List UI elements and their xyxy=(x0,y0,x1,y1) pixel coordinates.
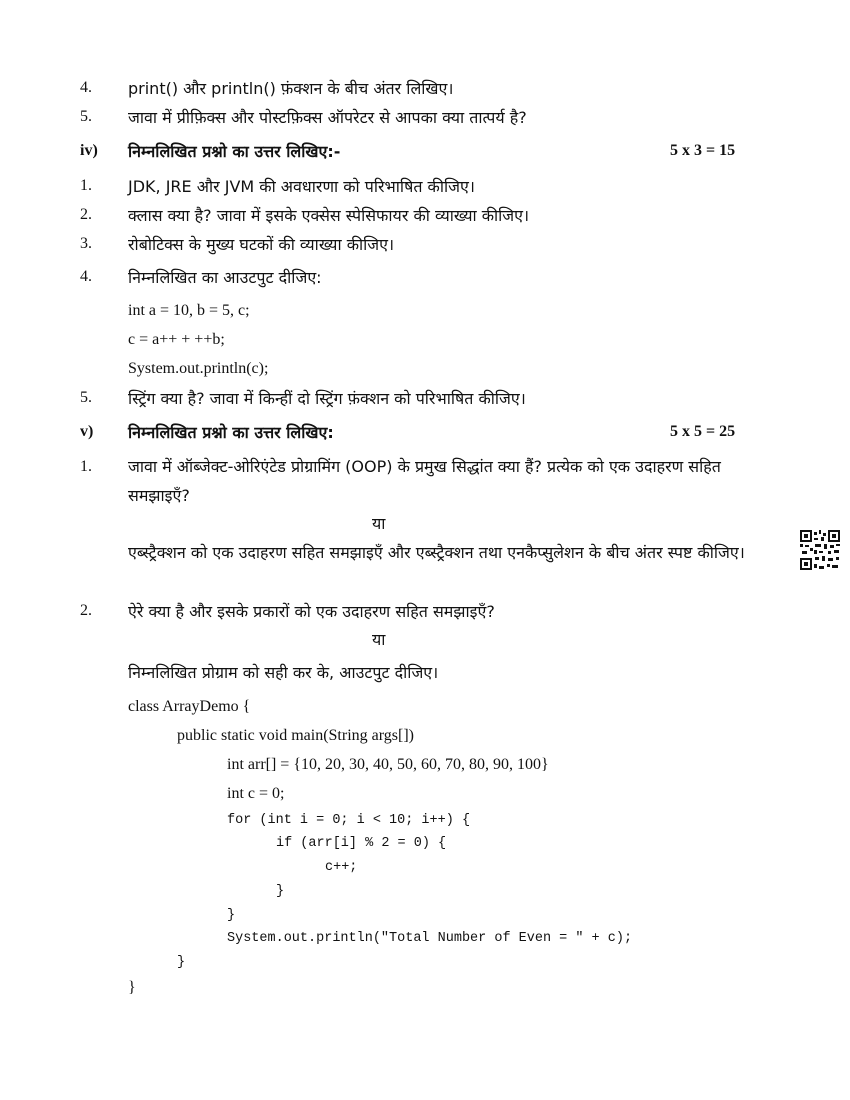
question-number: 3. xyxy=(80,235,92,252)
question-number: 2. xyxy=(80,602,92,619)
code-line: } xyxy=(227,908,236,923)
question-text: JDK, JRE और JVM की अवधारणा को परिभाषित कीजिए। xyxy=(128,177,475,196)
question-text: जावा में ऑब्जेक्ट-ओरिएंटेड प्रोग्रामिंग (OOP) के प्रमुख सिद्धांत क्या हैं? प्रत्येक को एक उदाहरण सहित समझाइएँ? xyxy=(128,457,721,505)
question-text: रोबोटिक्स के मुख्य घटकों की व्याख्या कीजिए। xyxy=(128,235,395,254)
question-text: स्ट्रिंग क्या है? जावा में किन्हीं दो स्ट्रिंग फ़ंक्शन को परिभाषित कीजिए। xyxy=(128,389,526,408)
question-text: क्लास क्या है? जावा में इसके एक्सेस स्पेसिफायर की व्याख्या कीजिए। xyxy=(128,206,530,225)
question-text-alternative: निम्नलिखित प्रोग्राम को सही कर के, आउटपुट दीजिए। xyxy=(128,663,439,682)
code-line: for (int i = 0; i < 10; i++) { xyxy=(227,813,471,828)
question-text: print() और println() फ़ंक्शन के बीच अंतर लिखिए। xyxy=(128,79,454,98)
section-label: iv) xyxy=(80,142,98,159)
code-line: c++; xyxy=(325,860,358,875)
question-number: 2. xyxy=(80,206,92,223)
question-text: निम्नलिखित का आउटपुट दीजिए: xyxy=(128,268,322,287)
code-line: } xyxy=(276,884,285,899)
question-number: 5. xyxy=(80,108,92,125)
section-marks: 5 x 3 = 15 xyxy=(670,142,736,159)
question-text: जावा में प्रीफ़िक्स और पोस्टफ़िक्स ऑपरेटर से आपका क्या तात्पर्य है? xyxy=(128,108,527,127)
question-number: 4. xyxy=(80,268,92,285)
question-number: 1. xyxy=(80,177,92,194)
code-line: int arr[] = {10, 20, 30, 40, 50, 60, 70, 80, 90, 100} xyxy=(227,756,549,773)
code-line: System.out.println(c); xyxy=(128,360,269,377)
code-line: class ArrayDemo { xyxy=(128,698,251,715)
question-text-alternative: एब्स्ट्रैक्शन को एक उदाहरण सहित समझाइएँ और एब्स्ट्रैक्शन तथा एनकैप्सुलेशन के बीच अंतर स्पष्ट कीजिए। xyxy=(128,543,745,562)
section-title: निम्नलिखित प्रश्नो का उत्तर लिखिए: xyxy=(128,423,334,442)
section-label: v) xyxy=(80,423,94,440)
question-text: ऐरे क्या है और इसके प्रकारों को एक उदाहरण सहित समझाइएँ? xyxy=(128,602,495,621)
code-line: } xyxy=(177,955,186,970)
code-line: System.out.println("Total Number of Even = " + c); xyxy=(227,931,633,946)
question-number: 4. xyxy=(80,79,92,96)
question-number: 5. xyxy=(80,389,92,406)
qr-code-icon xyxy=(800,530,840,570)
question-number: 1. xyxy=(80,458,92,475)
or-separator: या xyxy=(372,630,386,649)
or-separator: या xyxy=(372,514,386,533)
code-line: int c = 0; xyxy=(227,785,285,802)
section-marks: 5 x 5 = 25 xyxy=(670,423,736,440)
code-line: if (arr[i] % 2 = 0) { xyxy=(276,836,447,851)
code-line: public static void main(String args[]) xyxy=(177,727,414,744)
section-title: निम्नलिखित प्रश्नो का उत्तर लिखिए:- xyxy=(128,142,341,161)
code-line: } xyxy=(128,979,136,996)
code-line: c = a++ + ++b; xyxy=(128,331,225,348)
code-line: int a = 10, b = 5, c; xyxy=(128,302,250,319)
